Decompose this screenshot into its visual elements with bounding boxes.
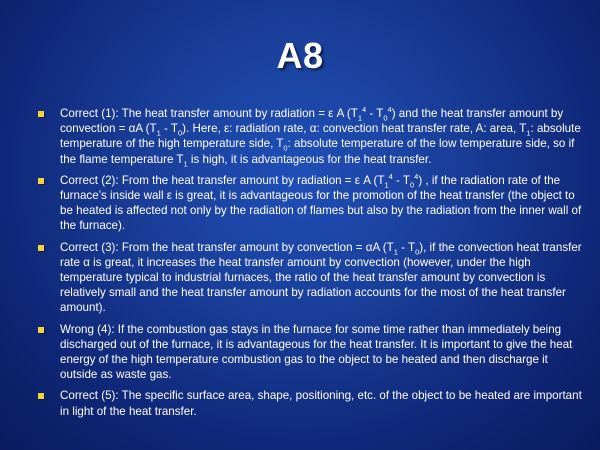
superscript: 4 [388,171,393,181]
subscript: 1 [526,128,531,138]
bullet-item-5 [36,388,588,418]
bullet-text: Correct (5): The specific surface area, shape, positioning, etc. of the object to be heated are important in light of the heat transfer. [60,389,582,418]
subscript: 1 [357,113,363,123]
square-bullet-icon [38,327,44,333]
superscript: 4 [362,105,367,115]
square-bullet-icon [38,393,44,399]
subscript: 1 [183,158,188,168]
bullet-item-3 [36,240,588,316]
subscript: 0 [177,128,183,138]
subscript: 1 [384,180,389,190]
superscript: 4 [414,171,419,181]
subscript: 0 [283,143,288,153]
square-bullet-icon [38,178,44,184]
bullet-item-1 [36,106,588,167]
bullet-item-2 [36,173,588,234]
bullet-list [36,106,588,425]
subscript: 0 [409,180,415,190]
subscript: 0 [415,246,420,256]
subscript: 0 [383,113,388,123]
square-bullet-icon [38,111,44,117]
bullet-text: Correct (1): The heat transfer amount by radiation = ε A $(T_1^4 - T_0^4)$ and the heat transfer amount by convection = αA $(T_1 - T_0)$. Here, ε: radiation rate, α: convection heat transfer rate, A: area, $T_1$: absolute temperature of the high temperature side, $T_0$: absolute temperature of the low temperature side, so if the flame temperature $T_1$ is high, it is advantageous for the heat transfer. [60,105,581,168]
bullet-item-4 [36,322,588,383]
superscript: 4 [387,105,392,115]
subscript: 1 [156,128,161,138]
subscript: 1 [393,246,398,256]
bullet-text: Wrong (4): If the combustion gas stays in the furnace for some time rather than immediately being discharged out of the furnace, it is advantageous for the heat transfer. It is important to give the heat energy of the high temperature combustion gas to the object to be heated and then discharge it outside as waste gas. [60,322,573,382]
bullet-text: Correct (3): From the heat transfer amount by convection = αA $(T_1 - T_0)$, if the convection heat transfer rate α is great, it increases the heat transfer amount by convection (however, under the high temperature typical to industrial furnaces, the ratio of the heat transfer amount by convection is relatively small and the heat transfer amount by radiation accounts for the most of the heat transfer amount). [60,240,582,315]
bullet-text: Correct (2): From the heat transfer amount by radiation = ε A $(T_1^4 - T_0^4)$ , if the radiation rate of the furnace’s inside wall ε is great, it is advantageous for the promotion of the heat transfer (the object to be heated is affected not only by the radiation of flames but also by the radiation from the inner wall of the furnace). [60,171,582,233]
slide-title: A8 [276,35,324,76]
square-bullet-icon [38,245,44,251]
